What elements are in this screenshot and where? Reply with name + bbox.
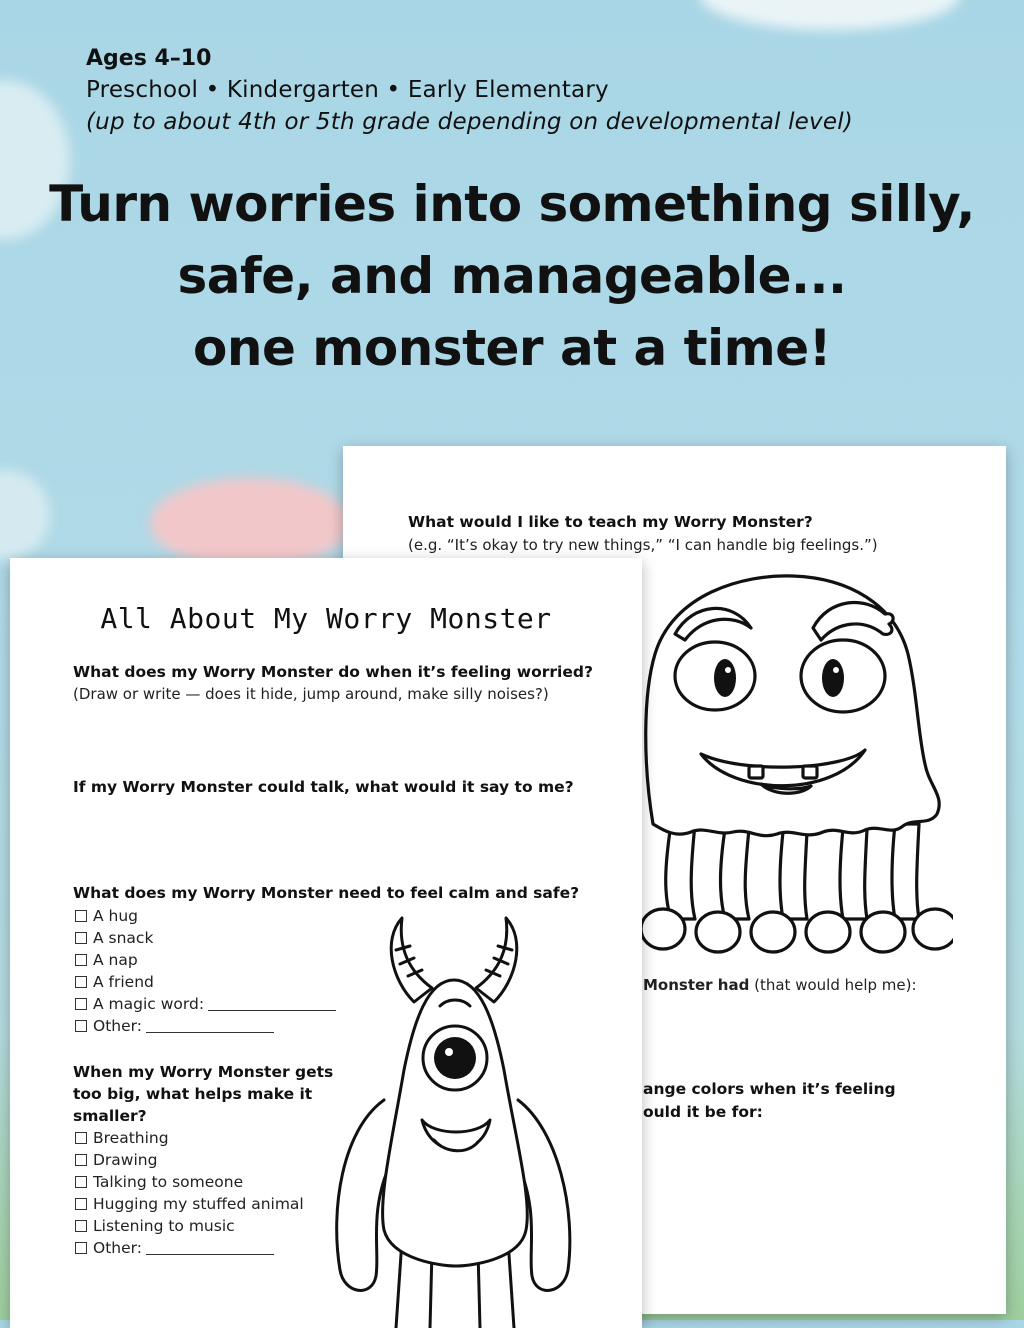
cloud-top-right [700,0,960,30]
grade-note: (up to about 4th or 5th grade depending on developmental level) [86,109,853,135]
question-1-hint: (Draw or write — does it hide, jump around, make silly noises?) [73,685,549,703]
checkbox-option[interactable]: Other: [75,1237,304,1259]
checkbox-option[interactable]: Hugging my stuffed animal [75,1193,304,1215]
partial-question-colors-line-2: ould it be for: [643,1103,763,1121]
partial-bold: Monster had [643,976,750,994]
header [86,46,853,135]
headline [0,168,1024,384]
checkbox-option[interactable]: Drawing [75,1149,304,1171]
checkbox-icon[interactable] [75,998,87,1010]
checkbox-icon[interactable] [75,932,87,944]
worksheet-page-front [10,558,642,1328]
cyclops-monster-illustration [322,910,592,1328]
checkbox-option[interactable]: Breathing [75,1127,304,1149]
checkbox-option[interactable]: Listening to music [75,1215,304,1237]
blob-monster-illustration [633,574,953,954]
headline-line-2: safe, and manageable... [177,247,847,305]
checkbox-icon[interactable] [75,1132,87,1144]
worksheet-title: All About My Worry Monster [100,602,552,635]
write-in-line[interactable] [146,1254,274,1255]
partial-rest: (that would help me): [749,976,917,994]
question-4-line-1: When my Worry Monster gets [73,1063,334,1081]
question-4-options [75,1127,304,1259]
write-in-line[interactable] [208,1010,336,1011]
headline-line-3: one monster at a time! [193,319,831,377]
checkbox-icon[interactable] [75,910,87,922]
checkbox-icon[interactable] [75,1020,87,1032]
question-1: What does my Worry Monster do when it’s feeling worried? [73,663,593,681]
checkbox-option[interactable]: Talking to someone [75,1171,304,1193]
age-range: Ages 4–10 [86,46,212,71]
checkbox-icon[interactable] [75,1176,87,1188]
checkbox-icon[interactable] [75,1220,87,1232]
question-4-line-2: too big, what helps make it [73,1085,313,1103]
hint-teach: (e.g. “It’s okay to try new things,” “I can handle big feelings.”) [408,536,878,554]
cloud-left-lower [0,470,50,560]
checkbox-icon[interactable] [75,1154,87,1166]
headline-line-1: Turn worries into something silly, [49,175,975,233]
checkbox-option[interactable]: A friend [75,971,336,993]
checkbox-icon[interactable] [75,976,87,988]
question-4-line-3: smaller? [73,1107,147,1125]
checkbox-option[interactable]: A snack [75,927,336,949]
grade-levels: Preschool • Kindergarten • Early Elementary [86,77,609,103]
question-teach: What would I like to teach my Worry Monster? [408,513,813,531]
checkbox-option[interactable]: Other: [75,1015,336,1037]
partial-question-colors-line-1: ange colors when it’s feeling [643,1080,896,1098]
checkbox-option[interactable]: A nap [75,949,336,971]
write-in-line[interactable] [146,1032,274,1033]
question-3: What does my Worry Monster need to feel calm and safe? [73,884,580,902]
cloud-pink [150,478,350,568]
checkbox-icon[interactable] [75,954,87,966]
checkbox-icon[interactable] [75,1242,87,1254]
checkbox-option[interactable]: A hug [75,905,336,927]
checkbox-icon[interactable] [75,1198,87,1210]
checkbox-option[interactable]: A magic word: [75,993,336,1015]
question-2: If my Worry Monster could talk, what would it say to me? [73,778,574,796]
question-3-options [75,905,336,1037]
partial-question-monster-had [643,976,917,994]
